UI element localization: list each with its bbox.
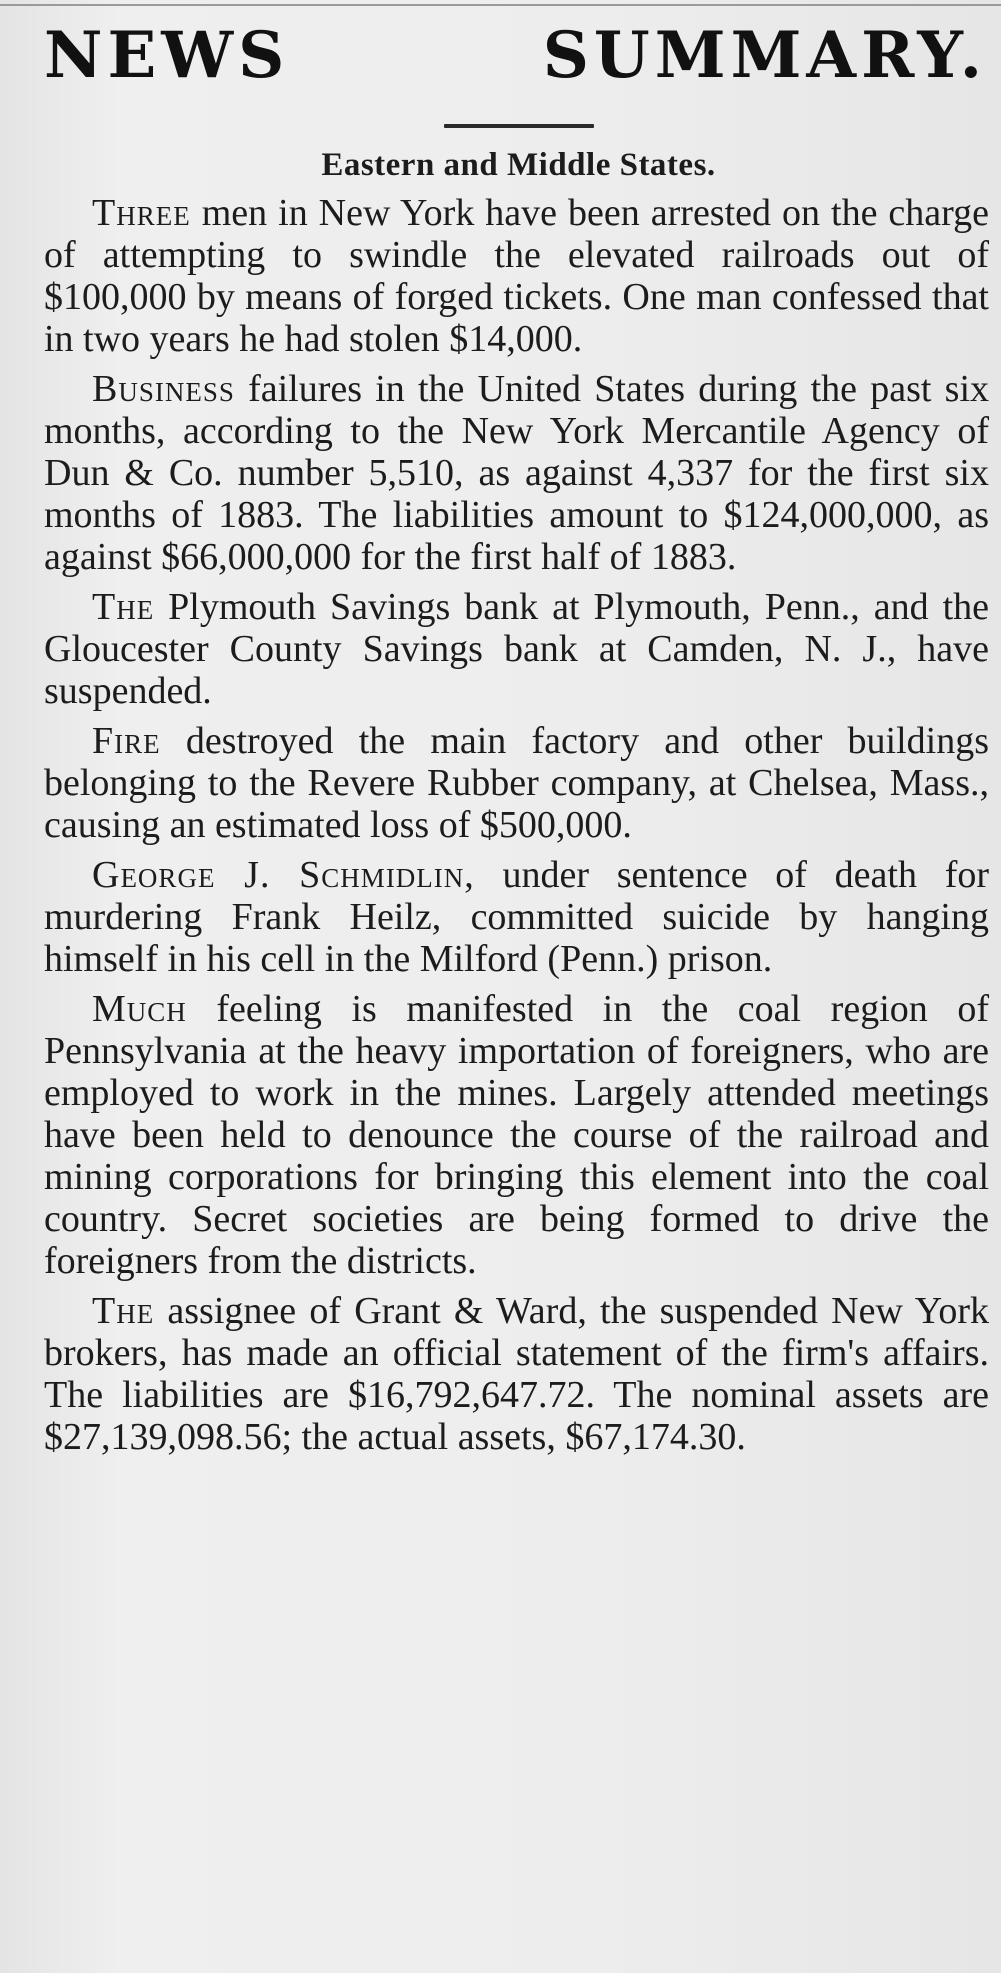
news-item-savings-banks-suspended: [44, 586, 993, 712]
item-lead: Three: [92, 191, 191, 234]
top-border-rule: [0, 4, 1001, 6]
news-item-coal-region-foreigners: [44, 988, 993, 1282]
news-item-grant-ward-statement: [44, 1290, 993, 1458]
masthead-word-summary: SUMMARY.: [542, 18, 987, 93]
item-text: destroyed the main factory and other buildings belonging to the Revere Rubber company, at Chelsea, Mass., causing an estimated loss of $500,000.: [44, 719, 989, 846]
item-text: under sentence of death for murdering Frank Heilz, committed suicide by hanging himself in his cell in the Milford (Penn.) prison.: [44, 853, 989, 980]
item-text: Plymouth Savings bank at Plymouth, Penn., and the Gloucester County Savings bank at Camden, N. J., have suspended.: [44, 585, 989, 712]
news-item-prison-suicide: [44, 854, 993, 980]
item-text: failures in the United States during the past six months, according to the New York Mercantile Agency of Dun & Co. number 5,510, as against 4,337 for the first six months of 1883. The liabilities amount to $124,000,000, as against $66,000,000 for the first half of 1883.: [44, 367, 989, 578]
item-lead: Fire: [92, 719, 161, 762]
item-lead: George J. Schmidlin,: [92, 853, 475, 896]
divider-rule: [444, 124, 594, 128]
item-text: assignee of Grant & Ward, the suspended New York brokers, has made an official statement of the firm's affairs. The liabilities are $16,792,647.72. The nominal assets are $27,139,098.56; the actual assets, $67,174.30.: [44, 1289, 989, 1458]
item-lead: The: [92, 585, 155, 628]
item-text: feeling is manifested in the coal region of Pennsylvania at the heavy importation of foreigners, who are employed to work in the mines. Largely attended meetings have been held to denounce the course of the railroad and mining corporations for bringing this element into the coal country. Secret societies are being formed to drive the foreigners from the districts.: [44, 987, 989, 1282]
news-item-business-failures: [44, 368, 993, 578]
masthead-word-news: NEWS: [44, 18, 290, 93]
section-heading: Eastern and Middle States.: [321, 147, 716, 183]
item-lead: Much: [92, 987, 187, 1030]
news-item-arrest-forged-tickets: [44, 192, 993, 360]
item-lead: The: [92, 1289, 155, 1332]
news-item-rubber-factory-fire: [44, 720, 993, 846]
item-text: men in New York have been arrested on the charge of attempting to swindle the elevated railroads out of $100,000 by means of forged tickets. One man confessed that in two years he had stolen $14,000.: [44, 191, 989, 360]
masthead: [44, 18, 993, 93]
item-lead: Business: [92, 367, 235, 410]
